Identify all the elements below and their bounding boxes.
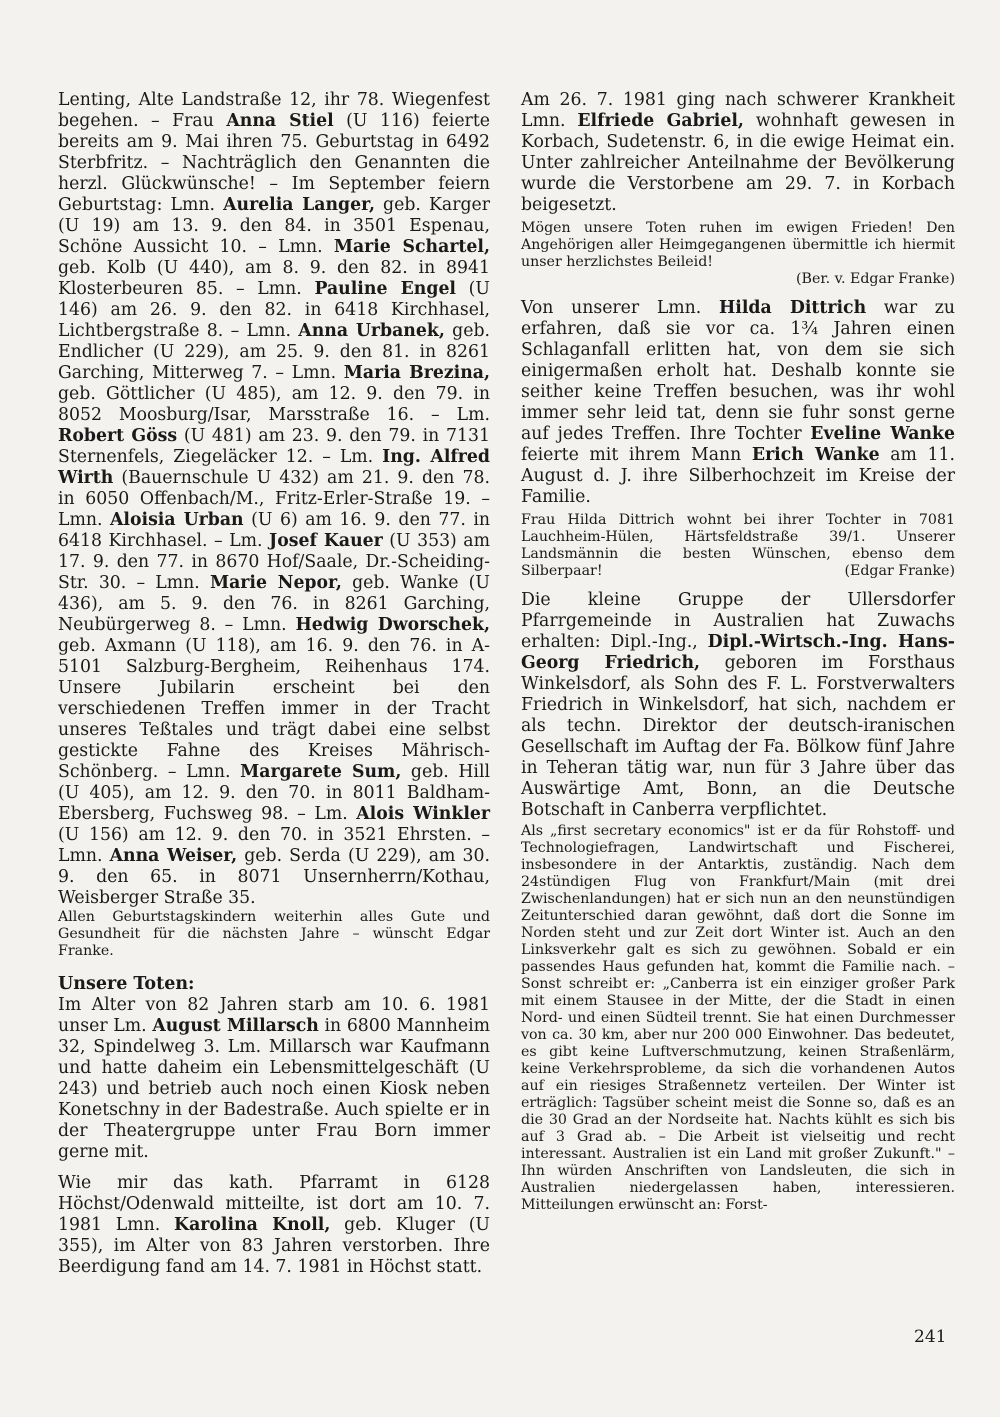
person-name: Erich Wanke bbox=[751, 445, 880, 465]
person-name: Margarete Sum, bbox=[240, 762, 402, 782]
person-name: Maria Brezina, bbox=[343, 363, 490, 383]
condolence-note: Mögen unsere Toten ruhen im ewigen Frieden! Den Angehörigen aller Heimgegangenen übermittle ich hiermit unser herzlichstes Beileid! bbox=[521, 220, 955, 270]
person-name: Marie Nepor, bbox=[209, 573, 342, 593]
person-name: Alois Winkler bbox=[356, 804, 490, 824]
person-name: Robert Göss bbox=[58, 426, 178, 446]
birthday-list-paragraph: Lenting, Alte Landstraße 12, ihr 78. Wiegenfest begehen. – Frau Anna Stiel (U 116) feierte bereits am 9. Mai ihren 75. Geburtstag in 6492 Sterbfritz. – Nachträglich den Genannten die herzl. Glückwünsche! – Im September feiern Geburtstag: Lmn. Aurelia Langer, geb. Karger (U 19) am 13. 9. den 84. in 3501 Espenau, Schöne Aussicht 10. – Lmn. Marie Schartel, geb. Kolb (U 440), am 8. 9. den 82. in 8941 Klosterbeuren 85. – Lmn. Pauline Engel (U 146) am 26. 9. den 82. in 6418 Kirchhasel, Lichtbergstraße 8. – Lmn. Anna Urbanek, geb. Endlicher (U 229), am 25. 9. den 81. in 8261 Garching, Mitterweg 7. – Lmn. Maria Brezina, geb. Göttlicher (U 485), am 12. 9. den 79. in 8052 Moosburg/Isar, Marsstraße 16. – Lm. Robert Göss (U 481) am 23. 9. den 79. in 7131 Sternenfels, Ziegeläcker 12. – Lm. Ing. Alfred Wirth (Bauernschule U 432) am 21. 9. den 78. in 6050 Offenbach/M., Fritz-Erler-Straße 19. – Lmn. Aloisia Urban (U 6) am 16. 9. den 77. in 6418 Kirchhasel. – Lm. Josef Kauer (U 353) am 17. 9. den 77. in 8670 Hof/Saale, Dr.-Scheiding-Str. 30. – Lmn. Marie Nepor, geb. Wanke (U 436), am 5. 9. den 76. in 8261 Garching, Neubürgerweg 8. – Lmn. Hedwig Dworschek, geb. Axmann (U 118), am 16. 9. den 76. in A-5101 Salzburg-Bergheim, Reihenhaus 174. Unsere Jubilarin erscheint bei den verschiedenen Treffen immer in der Tracht unseres Teßtales und trägt dabei eine selbst gestickte Fahne des Kreises Mährisch-Schönberg. – Lmn. Margarete Sum, geb. Hill (U 405), am 12. 9. den 70. in 8011 Baldham-Ebersberg, Fuchsweg 98. – Lm. Alois Winkler (U 156) am 12. 9. den 70. in 3521 Ehrsten. – Lmn. Anna Weiser, geb. Serda (U 229), am 30. 9. den 65. in 8071 Unsernherrn/Kothau, Weisberger Straße 35. bbox=[58, 90, 491, 908]
person-name: Anna Weiser, bbox=[109, 846, 238, 866]
person-name: Karolina Knoll, bbox=[174, 1215, 331, 1235]
person-name: Aloisia Urban bbox=[110, 510, 244, 530]
birthday-closing-note: Allen Geburtstagskindern weiterhin alles Gute und Gesundheit für die nächsten Jahre – wünscht Edgar Franke. bbox=[58, 909, 490, 959]
person-name: Dipl.-Wirtsch.-Ing. Hans-Georg Friedrich, bbox=[521, 632, 955, 673]
condolence-credit: (Ber. v. Edgar Franke) bbox=[796, 271, 955, 287]
person-name: Elfriede Gabriel, bbox=[577, 111, 744, 131]
canberra-letter-paragraph: Als „first secretary economics" ist er da für Rohstoff- und Technologiefragen, Landwirtschaft und Fischerei, insbesondere in der Antarktis, zuständig. Nach dem 24stündigen Flug von Frankfurt/Main (mit drei Zwischenlandungen) hat er sich nun an den neunstündigen Zeitunterschied daran gewöhnt, daß dort die Sonne im Norden steht und zur Zeit dort Winter ist. Auch an den Linksverkehr galt es sich zu gewöhnen. Sobald er ein passendes Haus gefunden hat, kommt die Familie nach. – Sonst schreibt er: „Canberra ist ein einziger großer Park mit einem Stausee in der Mitte, der die Stadt in einen Nord- und einen Südteil trennt. Sie hat einen Durchmesser von ca. 30 km, aber nur 200 000 Einwohner. Das bedeutet, es gibt keine Luftverschmutzung, keinen Straßenlärm, keine Verkehrsprobleme, da sich die vorhandenen Autos auf ein riesiges Straßennetz verteilen. Der Winter ist erträglich: Tagsüber scheint meist die Sonne so, daß es an die 30 Grad an der Nordseite hat. Nachts kühlt es sich bis auf 3 Grad ab. – Die Arbeit ist vielseitig und recht interessant. Australien ist ein Land mit großer Zukunft." – Ihn würden Anschriften von Landsleuten, die sich in Australien niedergelassen haben, interessieren. Mitteilungen erwünscht an: Forst- bbox=[521, 823, 955, 1213]
person-name: Aurelia Langer, bbox=[223, 195, 375, 215]
left-column bbox=[58, 90, 490, 1278]
dittrich-address-note bbox=[521, 512, 955, 580]
person-name: Pauline Engel bbox=[314, 279, 457, 299]
person-name: Anna Urbanek, bbox=[298, 321, 445, 341]
obituary-knoll: Wie mir das kath. Pfarramt in 6128 Höchst/Odenwald mitteilte, ist dort am 10. 7. 1981 Lmn. Karolina Knoll, geb. Kluger (U 355), im Alter von 83 Jahren verstorben. Ihre Beerdigung fand am 14. 7. 1981 in Höchst statt. bbox=[58, 1173, 490, 1277]
dittrich-paragraph: Von unserer Lmn. Hilda Dittrich war zu erfahren, daß sie vor ca. 1¾ Jahren einen Schlaganfall erlitten hat, von dem sie sich einigermaßen erholt hat. Deshalb konnte sie seither keine Treffen besuchen, was ihr wohl immer sehr leid tat, denn sie fuhr sonst gerne auf jedes Treffen. Ihre Tochter Eveline Wanke feierte mit ihrem Mann Erich Wanke am 11. August d. J. ihre Silberhochzeit im Kreise der Familie. bbox=[521, 298, 956, 507]
person-name: Marie Schartel, bbox=[333, 237, 490, 257]
page-number: 241 bbox=[914, 1327, 947, 1347]
person-name: Josef Kauer bbox=[269, 531, 383, 551]
person-name: Hilda Dittrich bbox=[718, 298, 867, 318]
friedrich-paragraph: Die kleine Gruppe der Ullersdorfer Pfarrgemeinde in Australien hat Zuwachs erhalten: Dipl.-Ing., Dipl.-Wirtsch.-Ing. Hans-Georg Friedrich, geboren im Forsthaus Winkelsdorf, als Sohn des F. L. Forstverwalters Friedrich in Winkelsdorf, hat sich, nachdem er als techn. Direktor der deutsch-iranischen Gesellschaft im Auftag der Fa. Bölkow fünf Jahre in Teheran tätig war, nun für 3 Jahre über das Auswärtige Amt, Bonn, an die Deutsche Botschaft in Canberra verpflichtet. bbox=[521, 590, 955, 820]
right-column bbox=[521, 90, 955, 1214]
dittrich-credit: (Edgar Franke) bbox=[844, 563, 955, 579]
person-name: Eveline Wanke bbox=[810, 424, 955, 444]
person-name: Ing. Alfred Wirth bbox=[58, 447, 490, 488]
person-name: Anna Stiel bbox=[226, 111, 334, 131]
dittrich-address-text: Frau Hilda Dittrich wohnt bei ihrer Tochter in 7081 Lauchheim-Hülen, Härtsfeldstraße 39/1. Unserer Landsmännin die besten Wünschen, ebenso dem Silberpaar! bbox=[521, 512, 955, 579]
person-name: Hedwig Dworschek, bbox=[295, 615, 490, 635]
obituaries-heading: Unsere Toten: bbox=[58, 974, 195, 994]
obituary-gabriel: Am 26. 7. 1981 ging nach schwerer Krankheit Lmn. Elfriede Gabriel, wohnhaft gewesen in Korbach, Sudetenstr. 6, in die ewige Heimat ein. Unter zahlreicher Anteilnahme der Bevölkerung wurde die Verstorbene am 29. 7. in Korbach beigesetzt. bbox=[521, 90, 955, 215]
person-name: August Millarsch bbox=[152, 1016, 319, 1036]
obituary-millarsch: Im Alter von 82 Jahren starb am 10. 6. 1981 unser Lm. August Millarsch in 6800 Mannheim 32, Spindelweg 3. Lm. Millarsch war Kaufmann und hatte daheim ein Lebensmittelgeschäft (U 243) und betrieb auch noch einen Kiosk neben Konetschny in der Badestraße. Auch spielte er in der Theatergruppe unter Frau Born immer gerne mit. bbox=[58, 995, 490, 1162]
